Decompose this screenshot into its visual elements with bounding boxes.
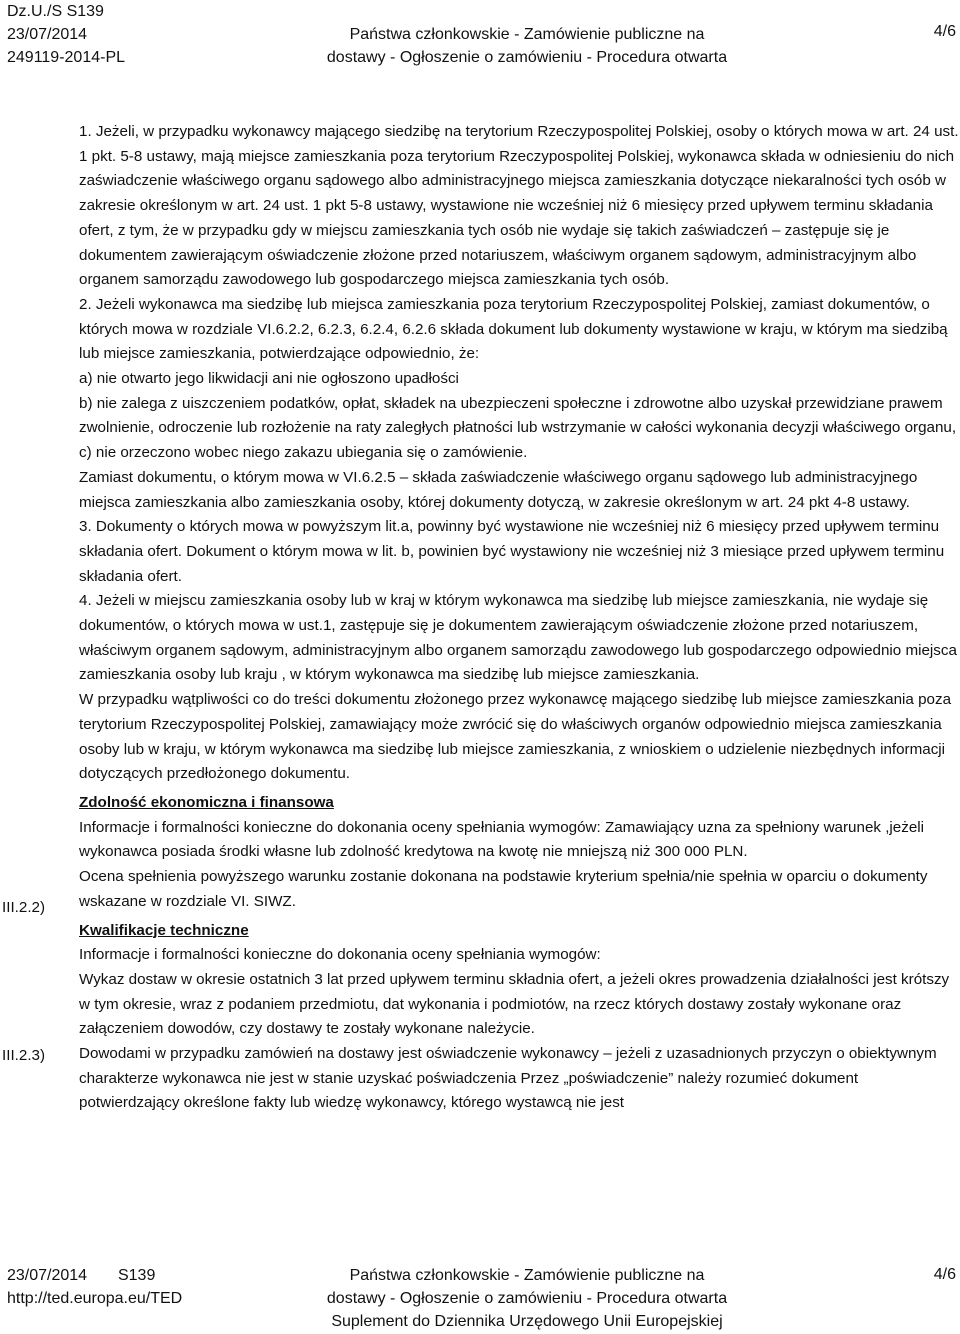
paragraph: W przypadku wątpliwości co do treści dokumentu złożonego przez wykonawcę mającego siedzibę lub miejsce zamieszkania poza terytorium Rzeczypospolitej Polskiej, zamawiający może zwrócić się do właściwych organów odpowiednio miejsca zamieszkania osoby lub w kraju, w którym wykonawca ma siedzibę lub miejsce zamieszkania, z wnioskiem o udzielenie niezbędnych informacji dotyczących przedłożonego dokumentu. [79,691,952,783]
paragraph: Informacje i formalności konieczne do dokonania oceny spełniania wymogów: [79,946,601,964]
publication-date: 23/07/2014 [7,26,88,43]
header-page-number: 4/6 [933,23,956,40]
paragraph: c) nie orzeczono wobec niego zakazu ubiegania się o zamówienie. [79,444,528,462]
paragraph: 3. Dokumenty o których mowa w powyższym lit.a, powinny być wystawione nie wcześniej niż 6 miesięcy przed upływem terminu składania ofert. Dokument o którym mowa w lit. b, powinien być wystawiony nie wcześniej niż 3 miesiące przed upływem terminu składania ofert. [79,518,945,585]
footer-page-number: 4/6 [933,1266,956,1283]
footer-date-issue [7,1264,182,1287]
header-title-line1: Państwa członkowskie - Zamówienie publiczne na [349,26,705,43]
footer-meta [7,1264,182,1310]
paragraph: 2. Jeżeli wykonawca ma siedzibę lub miejsca zamieszkania poza terytorium Rzeczypospolitej Polskiej, zamiast dokumentów, o których mowa w rozdziale VI.6.2.2, 6.2.3, 6.2.4, 6.2.6 składa dokument lub dokumenty wystawione w kraju, w którym ma siedzibą lub miejsce zamieszkania, potwierdzające odpowiednio, że: [79,295,948,363]
footer-title-line3: Suplement do Dziennika Urzędowego Unii Europejskiej [331,1313,723,1330]
footer-url[interactable]: http://ted.europa.eu/TED [7,1290,183,1307]
section-title: Kwalifikacje techniczne [79,921,249,939]
footer-date: 23/07/2014 [7,1267,88,1284]
footer-issue: S139 [117,1267,156,1284]
footer-title [220,1264,834,1333]
paragraph: Zamiast dokumentu, o którym mowa w VI.6.2.5 – składa zaświadczenie właściwego organu sądowego lub administracyjnego miejsca zamieszkania albo zamieszkania osoby, której dokumenty dotyczą, w zakresie określonym w art. 24 pkt 4-8 ustawy. [79,468,918,511]
section-title: Zdolność ekonomiczna i finansowa [79,793,334,811]
header-meta [7,0,125,69]
section-number-iii-2-3: III.2.3) [2,1047,46,1064]
header-title-line2: dostawy - Ogłoszenie o zamówieniu - Procedura otwarta [326,49,728,66]
section-iii-2-2 [79,791,959,915]
section-iii-2-3 [79,919,959,1117]
paragraph: Ocena spełnienia powyższego warunku zostanie dokonana na podstawie kryterium spełnia/nie spełnia w oparciu o dokumenty wskazane w rozdziale VI. SIWZ. [79,868,928,910]
paragraph: Dowodami w przypadku zamówień na dostawy jest oświadczenie wykonawcy – jeżeli z uzasadnionych przyczyn o obiektywnym charakterze wykonawca nie jest w stanie uzyskać poświadczenia Przez „poświadczenie” należy rozumieć dokument potwierdzający określone fakty lub wiedzę wykonawcy, którego wystawcą nie jest [79,1045,937,1112]
section-number-iii-2-2: III.2.2) [2,899,46,916]
paragraph: 1. Jeżeli, w przypadku wykonawcy mającego siedzibę na terytorium Rzeczypospolitej Polskiej, osoby o których mowa w art. 24 ust. 1 pkt. 5-8 ustawy, mają miejsce zamieszkania poza terytorium Rzeczypospolitej Polskiej, wykonawca składa w odniesieniu do nich zaświadczenie właściwego organu sądowego albo administracyjnego miejsca zamieszkania dotyczące niekaralności tych osób w zakresie określonym w art. 24 ust. 1 pkt 5-8 ustawy, wystawione nie wcześniej niż 6 miesięcy przed upływem terminu składania ofert, z tym, że w przypadku gdy w miejscu zamieszkania tych osób nie wydaje się takich zaświadczeń – zastępuje się je dokumentem zawierającym oświadczenie złożone przed notariuszem, właściwym organem sądowym, administracyjnym albo organem samorządu zawodowego lub gospodarczego miejsca zamieszkania tych osób. [79,123,959,289]
paragraph: a) nie otwarto jego likwidacji ani nie ogłoszono upadłości [79,370,459,388]
header-title [220,0,834,69]
paragraph: Wykaz dostaw w okresie ostatnich 3 lat przed upływem terminu składnia ofert, a jeżeli okres prowadzenia działalności jest krótszy w tym okresie, wraz z podaniem przedmiotu, dat wykonania i podmiotów, na rzecz których dostawy zostały wykonane oraz załączeniem dowodów, czy dostawy te zostały wykonane należycie. [79,970,950,1038]
paragraph: Informacje i formalności konieczne do dokonania oceny spełniania wymogów: Zamawiający uzna za spełniony warunek ,jeżeli wykonawca posiada środki własne lub zdolność kredytowa na kwotę nie mniejszą niż 300 000 PLN. [79,818,925,861]
document-body [79,120,959,1116]
paragraph: b) nie zalega z uiszczeniem podatków, opłat, składek na ubezpieczeni społeczne i zdrowotne albo uzyskał przewidziane prawem zwolnienie, odroczenie lub rozłożenie na raty zaległych płatności lub wstrzymanie w całości wykonania decyzji właściwego organu, [79,394,957,437]
notice-id: 249119-2014-PL [7,49,126,66]
doc-reference: Dz.U./S S139 [7,3,104,20]
footer-title-line1: Państwa członkowskie - Zamówienie publiczne na [349,1267,705,1284]
paragraph: 4. Jeżeli w miejscu zamieszkania osoby lub w kraj w którym wykonawca ma siedzibę lub miejsce zamieszkania, nie wydaje się dokumentów, o których mowa w ust.1, zastępuje się je dokumentem zawierającym oświadczenie złożone przed notariuszem, właściwym organem sądowym, administracyjnym albo organem samorządu zawodowego lub gospodarczego odpowiednio miejsca zamieszkania osoby lub kraju , w którym wykonawca ma siedzibę lub miejsce zamieszkania. [79,592,957,684]
footer-title-line2: dostawy - Ogłoszenie o zamówieniu - Procedura otwarta [326,1290,728,1307]
